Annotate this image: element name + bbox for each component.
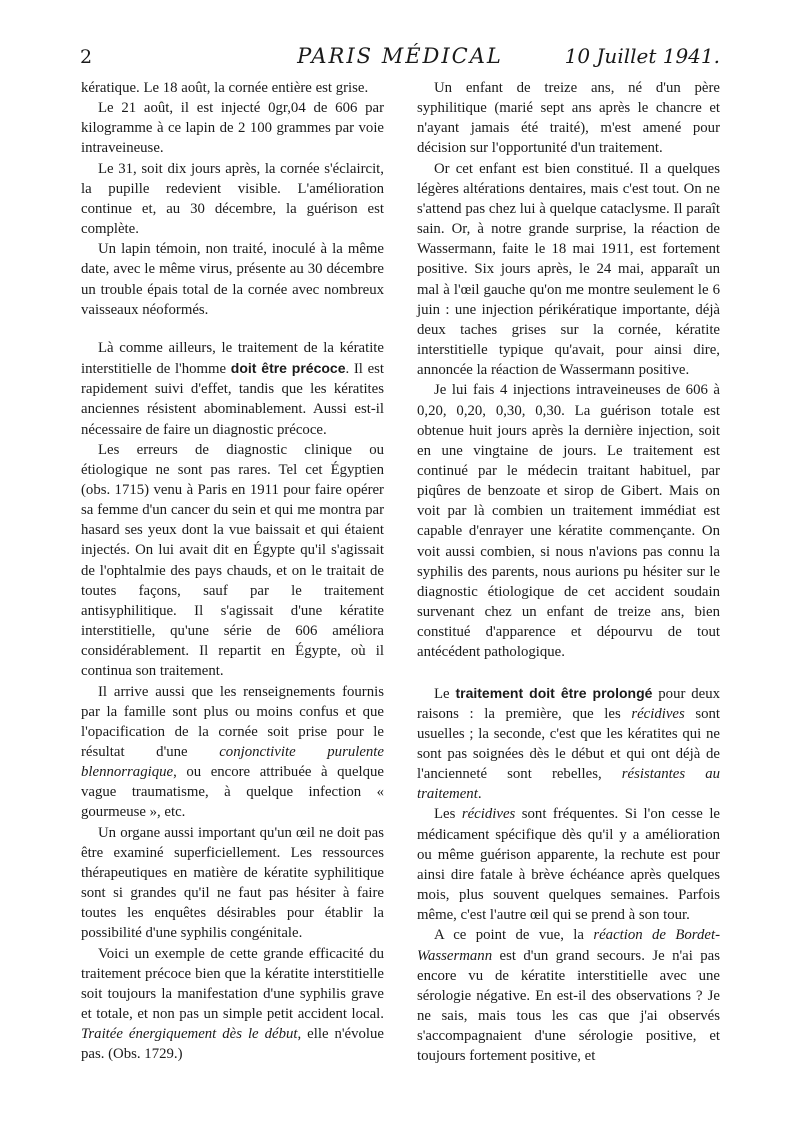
issue-date: 10 Juillet 1941. <box>564 44 720 68</box>
emphasis-italic: Traitée énergiquement dès le début <box>81 1026 298 1043</box>
paragraph: Je lui fais 4 injections intraveineuses de 606 à 0,20, 0,20, 0,30, 0,30. La guérison totale est obtenue huit jours après la dernière injection, soit en une vingtaine de jours. Le traitement est continué par le médecin traitant habituel, par piqûres de benzoate et sirop de Gibert. Mais on voit par là combien un traitement immédiat est capable d'enrayer une kératite commençante. On voit aussi combien, si nous n'avions pas connu la syphilis des parents, nous aurions pu hésiter sur le diagnostic étiologique de cet accident soudain survenant chez un enfant de treize ans, bien constitué d'apparence et dépourvu de tout antécédent pathologique. <box>417 382 720 661</box>
page-number: 2 <box>80 46 93 68</box>
emphasis-italic: récidives <box>631 705 685 722</box>
journal-title: PARIS MÉDICAL <box>297 44 503 68</box>
page-header <box>80 44 720 74</box>
paragraph: Les récidives sont fréquentes. Si l'on cesse le médicament spécifique dès qu'il y a amélioration ou même guérison apparente, la rechute est pour ainsi dire fatale à brève échéance après quelques mois, plus souvent quelques semaines. Parfois même, c'est l'autre œil qui se prend à son tour. <box>417 806 720 924</box>
paragraph: Un organe aussi important qu'un œil ne doit pas être examiné superficiellement. Les ressources thérapeutiques en matière de kératite syphilitique sont si grandes qu'il ne faut pas hésiter à faire toutes les enquêtes désirables pour établir la possibilité d'une syphilis congénitale. <box>81 824 384 942</box>
emphasis-bold: doit être précoce <box>230 360 346 377</box>
emphasis-italic: résistantes au traitement <box>417 766 720 803</box>
emphasis-italic: conjonctivite purulente blennorragique <box>81 744 384 781</box>
emphasis-italic: réaction de Bordet-Wassermann <box>417 927 721 964</box>
paragraph: Voici un exemple de cette grande efficacité du traitement précoce bien que la kératite interstitielle soit toujours la manifestation d'une syphilis grave et totale, et non pas un simple petit accident local. Traitée énergiquement dès le début, elle n'évolue pas. (Obs. 1729.) <box>81 945 384 1063</box>
paragraph: Le 21 août, il est injecté 0gr,04 de 606 par kilogramme à ce lapin de 2 100 grammes par voie intraveineuse. <box>81 100 384 157</box>
paragraph: Il arrive aussi que les renseignements fournis par la famille sont plus ou moins confus et que l'opacification de la cornée soit prise pour le résultat d'une conjonctivite purulente blennorragique, ou encore attribuée à quelque vague traumatisme, à quelque infection « gourmeuse », etc. <box>81 683 384 821</box>
paragraph: Le traitement doit être prolongé pour deux raisons : la première, que les récidives sont usuelles ; la seconde, c'est que les kératites qui ne sont pas soignées dès le début et qui ont déjà de l'ancienneté sont rebelles, résistantes au traitement. <box>417 684 720 803</box>
paragraph: Le 31, soit dix jours après, la cornée s'éclaircit, la pupille redevient visible. L'amélioration continue et, au 30 décembre, la guérison est complète. <box>81 160 384 238</box>
emphasis-bold: traitement doit être prolongé <box>455 684 653 701</box>
right-column <box>417 78 720 1067</box>
paragraph: kératique. Le 18 août, la cornée entière est grise. <box>81 80 369 96</box>
paragraph: Un enfant de treize ans, né d'un père syphilitique (marié sept ans après le chancre et n'ayant jamais été traité), m'est amené pour décision sur l'opportunité d'un traitement. <box>417 80 720 157</box>
emphasis-italic: récidives <box>461 806 516 823</box>
paragraph: Les erreurs de diagnostic clinique ou étiologique ne sont pas rares. Tel cet Égyptien (obs. 1715) venu à Paris en 1911 pour faire opérer sa femme d'un cancer du sein et qui me montra par hasard ses yeux dont la vue baissait et qui étaient injectés. On lui avait dit en Égypte qu'il s'agissait de l'ophtalmie des pays chauds, et on le traitait de toutes façons, sauf par le traitement antisyphilitique. Il s'agissait d'une kératite interstitielle, qu'une série de 606 améliora considérablement. Il repartit en Égypte, où il continua son traitement. <box>81 441 384 680</box>
paragraph: A ce point de vue, la réaction de Bordet-Wassermann est d'un grand secours. Je n'ai pas encore vu de kératite interstitielle avec une sérologie négative. En est-il des observations ? Je ne sais, mais tous les cas que j'ai observés s'accompagnaient d'une sérologie positive, et toujours fortement positive, et <box>417 927 721 1065</box>
paragraph: Un lapin témoin, non traité, inoculé à la même date, avec le même virus, présente au 30 décembre un trouble épais total de la cornée avec nombreux vaisseaux néoformés. <box>81 241 384 318</box>
paragraph: Or cet enfant est bien constitué. Il a quelques légères altérations dentaires, mais c'est tout. On ne s'attend pas chez lui à quelque cataclysme. Il paraît sain. Or, à notre grande surprise, la réaction de Wassermann, faite le 18 mai 1911, est fortement positive. Six jours après, le 24 mai, apparaît un mal à l'œil gauche qu'on me montre seulement le 6 juin : une injection périkératique importante, déjà deux taches grises sur la cornée, kératite interstitielle typique qu'avait, pour ainsi dire, annoncée la réaction de Wassermann positive. <box>417 160 720 379</box>
paragraph: Là comme ailleurs, le traitement de la kératite interstitielle de l'homme doit être précoce. Il est rapidement suivi d'effet, tandis que les kératites anciennes résistent abominablement. Aussi est-il nécessaire de faire un diagnostic précoce. <box>81 339 384 438</box>
left-column <box>81 78 384 1065</box>
